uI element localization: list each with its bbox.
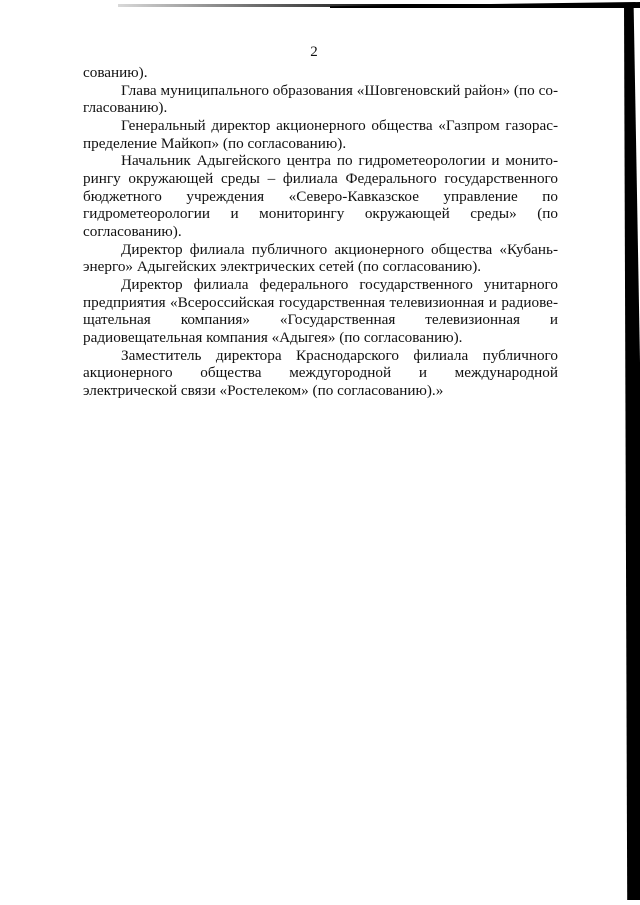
paragraph-gazprom-director: Генеральный директор акционерного общества «Газпром газораспределение Майкоп» (по согласованию). bbox=[83, 116, 558, 152]
page-number: 2 bbox=[310, 44, 318, 60]
paragraph-continuation: сованию). bbox=[83, 64, 148, 81]
paragraph-vgtrk-director: Директор филиала федерального государственного унитарного предприятия «Всероссийская государственная телевизионная и радиовещательная компания» «Государственная телевизионная и радиовещательная компания «Адыгея» (по согласованию). bbox=[83, 275, 558, 346]
paragraph-kubanenergo-director: Директор филиала публичного акционерного общества «Кубаньэнерго» Адыгейских электрических сетей (по согласованию). bbox=[83, 240, 558, 276]
paragraph-rostelecom-deputy: Заместитель директора Краснодарского филиала публичного акционерного общества междугородной и международной электрической связи «Ростелеком» (по согласованию).» bbox=[83, 346, 558, 399]
paragraph-shovgenovsky-head: Глава муниципального образования «Шовгеновский район» (по согласованию). bbox=[83, 81, 558, 117]
document-body bbox=[83, 64, 558, 399]
paragraph-hydromet-chief: Начальник Адыгейского центра по гидрометеорологии и мониторингу окружающей среды – филиала Федерального государственного бюджетного учреждения «Северо-Кавказское управление по гидрометеорологии и мониторингу окружающей среды» (по согласованию). bbox=[83, 152, 558, 240]
scan-right-edge bbox=[624, 4, 640, 900]
